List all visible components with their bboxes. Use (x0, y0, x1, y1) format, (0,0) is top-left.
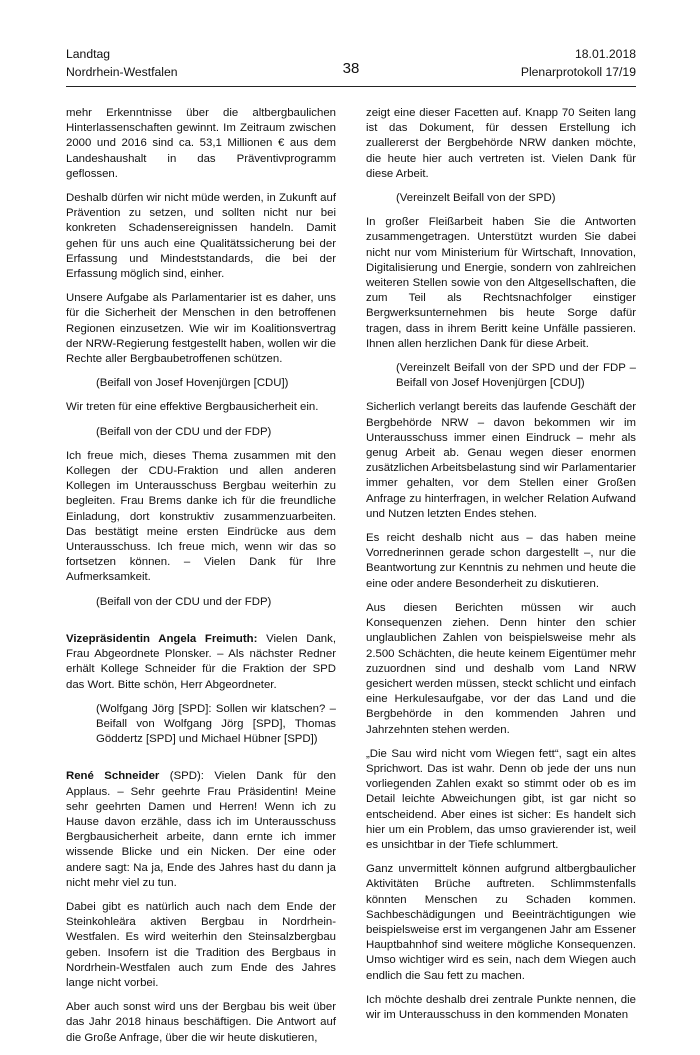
applause-note: (Beifall von der CDU und der FDP) (96, 425, 272, 438)
right-column (366, 106, 636, 1032)
left-column (66, 106, 336, 1055)
paragraph: mehr Erkenntnisse über die altbergbaulichen Hinterlassenschaften gewinnt. Im Zeitraum zwischen 2000 und 2016 sind ca. 53,1 Millionen € aus dem Landeshaushalt in das Präventivprogramm geflossen. (66, 107, 336, 180)
paragraph: Aber auch sonst wird uns der Bergbau bis weit über das Jahr 2018 hinaus beschäftigen. Die Antwort auf die Große Anfrage, über die wir heute diskutieren, (66, 1001, 336, 1044)
page-number: 38 (342, 60, 360, 77)
speaker-name: René Schneider (66, 770, 160, 783)
applause-note: (Beifall von der CDU und der FDP) (96, 595, 272, 608)
page-header (66, 46, 636, 86)
applause-note: (Vereinzelt Beifall von der SPD und der FDP – Beifall von Josef Hovenjürgen [CDU]) (396, 362, 636, 390)
speaker-paragraph (66, 769, 336, 891)
paragraph: Ich möchte deshalb drei zentrale Punkte nennen, die wir im Unterausschuss in den kommenden Monaten (366, 993, 636, 1021)
applause-note: (Vereinzelt Beifall von der SPD) (396, 192, 556, 205)
header-date: 18.01.2018 (575, 47, 636, 61)
header-state: Nordrhein-Westfalen (66, 65, 178, 79)
paragraph: Ganz unvermittelt können aufgrund altbergbaulicher Aktivitäten Brüche auftreten. Schlimmstenfalls könnten Menschen zu Schaden kommen. Sachbeschädigungen und Beeinträchtigungen wie beispielsweise erst im vergangenen Jahr am Essener Hauptbahnhof sind weitere mögliche Konsequenzen. Umso wichtiger wird es sein, nach dem Wiegen auch endlich die Sau fett zu machen. (366, 863, 636, 982)
header-divider (66, 86, 636, 87)
applause-note: (Beifall von Josef Hovenjürgen [CDU]) (96, 377, 289, 390)
speaker-paragraph (66, 632, 336, 693)
paragraph: „Die Sau wird nicht vom Wiegen fett“, sagt ein altes Sprichwort. Das ist wahr. Denn ob jede der uns nun vorliegenden Zahlen exakt so stimmt oder ob es im Detail leichte Abweichungen gibt, ist gar nicht so entscheidend. Aber eines ist sicher: Es handelt sich hier um ein Problem, das umso gravierender ist, weil es unsichtbar in der Tiefe schlummert. (366, 747, 636, 851)
paragraph: Dabei gibt es natürlich auch nach dem Ende der Steinkohleära aktiven Bergbau in Nordrhein-Westfalen. Es wird weiterhin den Steinsalzbergbau geben. Insofern ist die Tradition des Bergbaus in Nordrhein-Westfalen auch zum Ende des Jahres lange nicht vorbei. (66, 900, 336, 989)
paragraph: Wir treten für eine effektive Bergbausicherheit ein. (66, 401, 319, 414)
paragraph: Es reicht deshalb nicht aus – das haben meine Vorrednerinnen gerade schon dargestellt –, nur die Beantwortung zur Kenntnis zu nehmen und heute die eine oder andere Besonderheit zu diskutieren. (366, 532, 636, 590)
header-parliament: Landtag (66, 47, 111, 61)
paragraph: Unsere Aufgabe als Parlamentarier ist es daher, uns für die Sicherheit der Menschen in den betroffenen Regionen einzusetzen. Wie wir im Koalitionsvertrag der NRW-Regierung festgestellt haben, wollen wir die Rechte aller Bergbaubetroffenen schützen. (66, 292, 336, 366)
paragraph: Sicherlich verlangt bereits das laufende Geschäft der Bergbehörde NRW – davon bekommen wir im Unterausschuss immer einen Eindruck – mehr als genug Arbeit ab. Genau wegen dieser enormen zusätzlichen Arbeitsbelastung sind wir Parlamentarier immer gehalten, vor dem Stellen einer Großen Anfrage zu hinterfragen, in welcher Relation Aufwand und Nutzen letzten Endes stehen. (366, 401, 636, 520)
interjection-note: (Wolfgang Jörg [SPD]: Sollen wir klatschen? – Beifall von Wolfgang Jörg [SPD], Thomas Göddertz [SPD] und Michael Hübner [SPD]) (96, 702, 336, 746)
speaker-text: Vielen Dank, Frau Abgeordnete Plonsker. – Als nächster Redner erhält Kollege Schneider für die Fraktion der SPD das Wort. Bitte schön, Herr Abgeordneter. (66, 632, 336, 691)
speaker-name: Vizepräsidentin Angela Freimuth: (66, 632, 258, 645)
paragraph: Ich freue mich, dieses Thema zusammen mit den Kollegen der CDU-Fraktion und allen anderen Kollegen im Unterausschuss Bergbau weiterhin zu begleiten. Frau Brems danke ich für die freundliche Einladung, dort konstruktiv zusammenzuarbeiten. Das bestätigt meine ersten Eindrücke aus dem Unterausschuss. Ich freue mich, wenn wir das so fortsetzen können. – Vielen Dank für Ihre Aufmerksamkeit. (66, 449, 336, 584)
paragraph: Aus diesen Berichten müssen wir auch Konsequenzen ziehen. Denn hinter den schier unglaublichen Zahlen von beispielsweise mehr als 2.500 Schächten, die heute keinem Eigentümer mehr zuzuordnen sind und deshalb vom Land NRW gesichert werden müssen, steckt schlicht und einfach eine Herkulesaufgabe, vor der das Land und die Bergbehörde in den kommenden Jahren und Jahrzehnten stehen werden. (366, 601, 636, 736)
paragraph: In großer Fleißarbeit haben Sie die Antworten zusammengetragen. Unterstützt wurden Sie dabei nicht nur vom Ministerium für Wirtschaft, Innovation, Digitalisierung und Energie, sondern von zahlreichen weiteren Stellen sowie von den Altgesellschaften, die zum Teil als Rechtsnachfolger einstiger Bergwerksunternehmen bis heute Sorge dafür tragen, dass in ihrem Beritt keine Unfälle passieren. Ihnen allen herzlichen Dank für diese Arbeit. (366, 216, 636, 350)
speaker-text: (SPD): Vielen Dank für den Applaus. – Sehr geehrte Frau Präsidentin! Meine sehr geehrten Damen und Herren! Wenn ich zu Hause davon erzähle, dass ich im Unterausschuss Bergbausicherheit arbeite, dann ernte ich immer wissende Blicke und ein Nicken. Der eine oder andere sagt: Na ja, Ende des Jahres hast du dann ja nicht mehr viel zu tun. (66, 770, 337, 889)
paragraph: Deshalb dürfen wir nicht müde werden, in Zukunft auf Prävention zu setzen, und sollten nicht nur bei konkreten Schadensereignissen handeln. Damit gehen für uns auch eine Qualitätssicherung bei der Erfassung und Mindeststandards, die bei der Erfassung möglich sind, einher. (66, 192, 336, 281)
paragraph: zeigt eine dieser Facetten auf. Knapp 70 Seiten lang ist das Dokument, für dessen Erstellung ich zuallererst der Bergbehörde NRW danken möchte, die heute hier auch vertreten ist. Vielen Dank für diese Arbeit. (366, 107, 636, 180)
header-protocol: Plenarprotokoll 17/19 (520, 65, 636, 79)
